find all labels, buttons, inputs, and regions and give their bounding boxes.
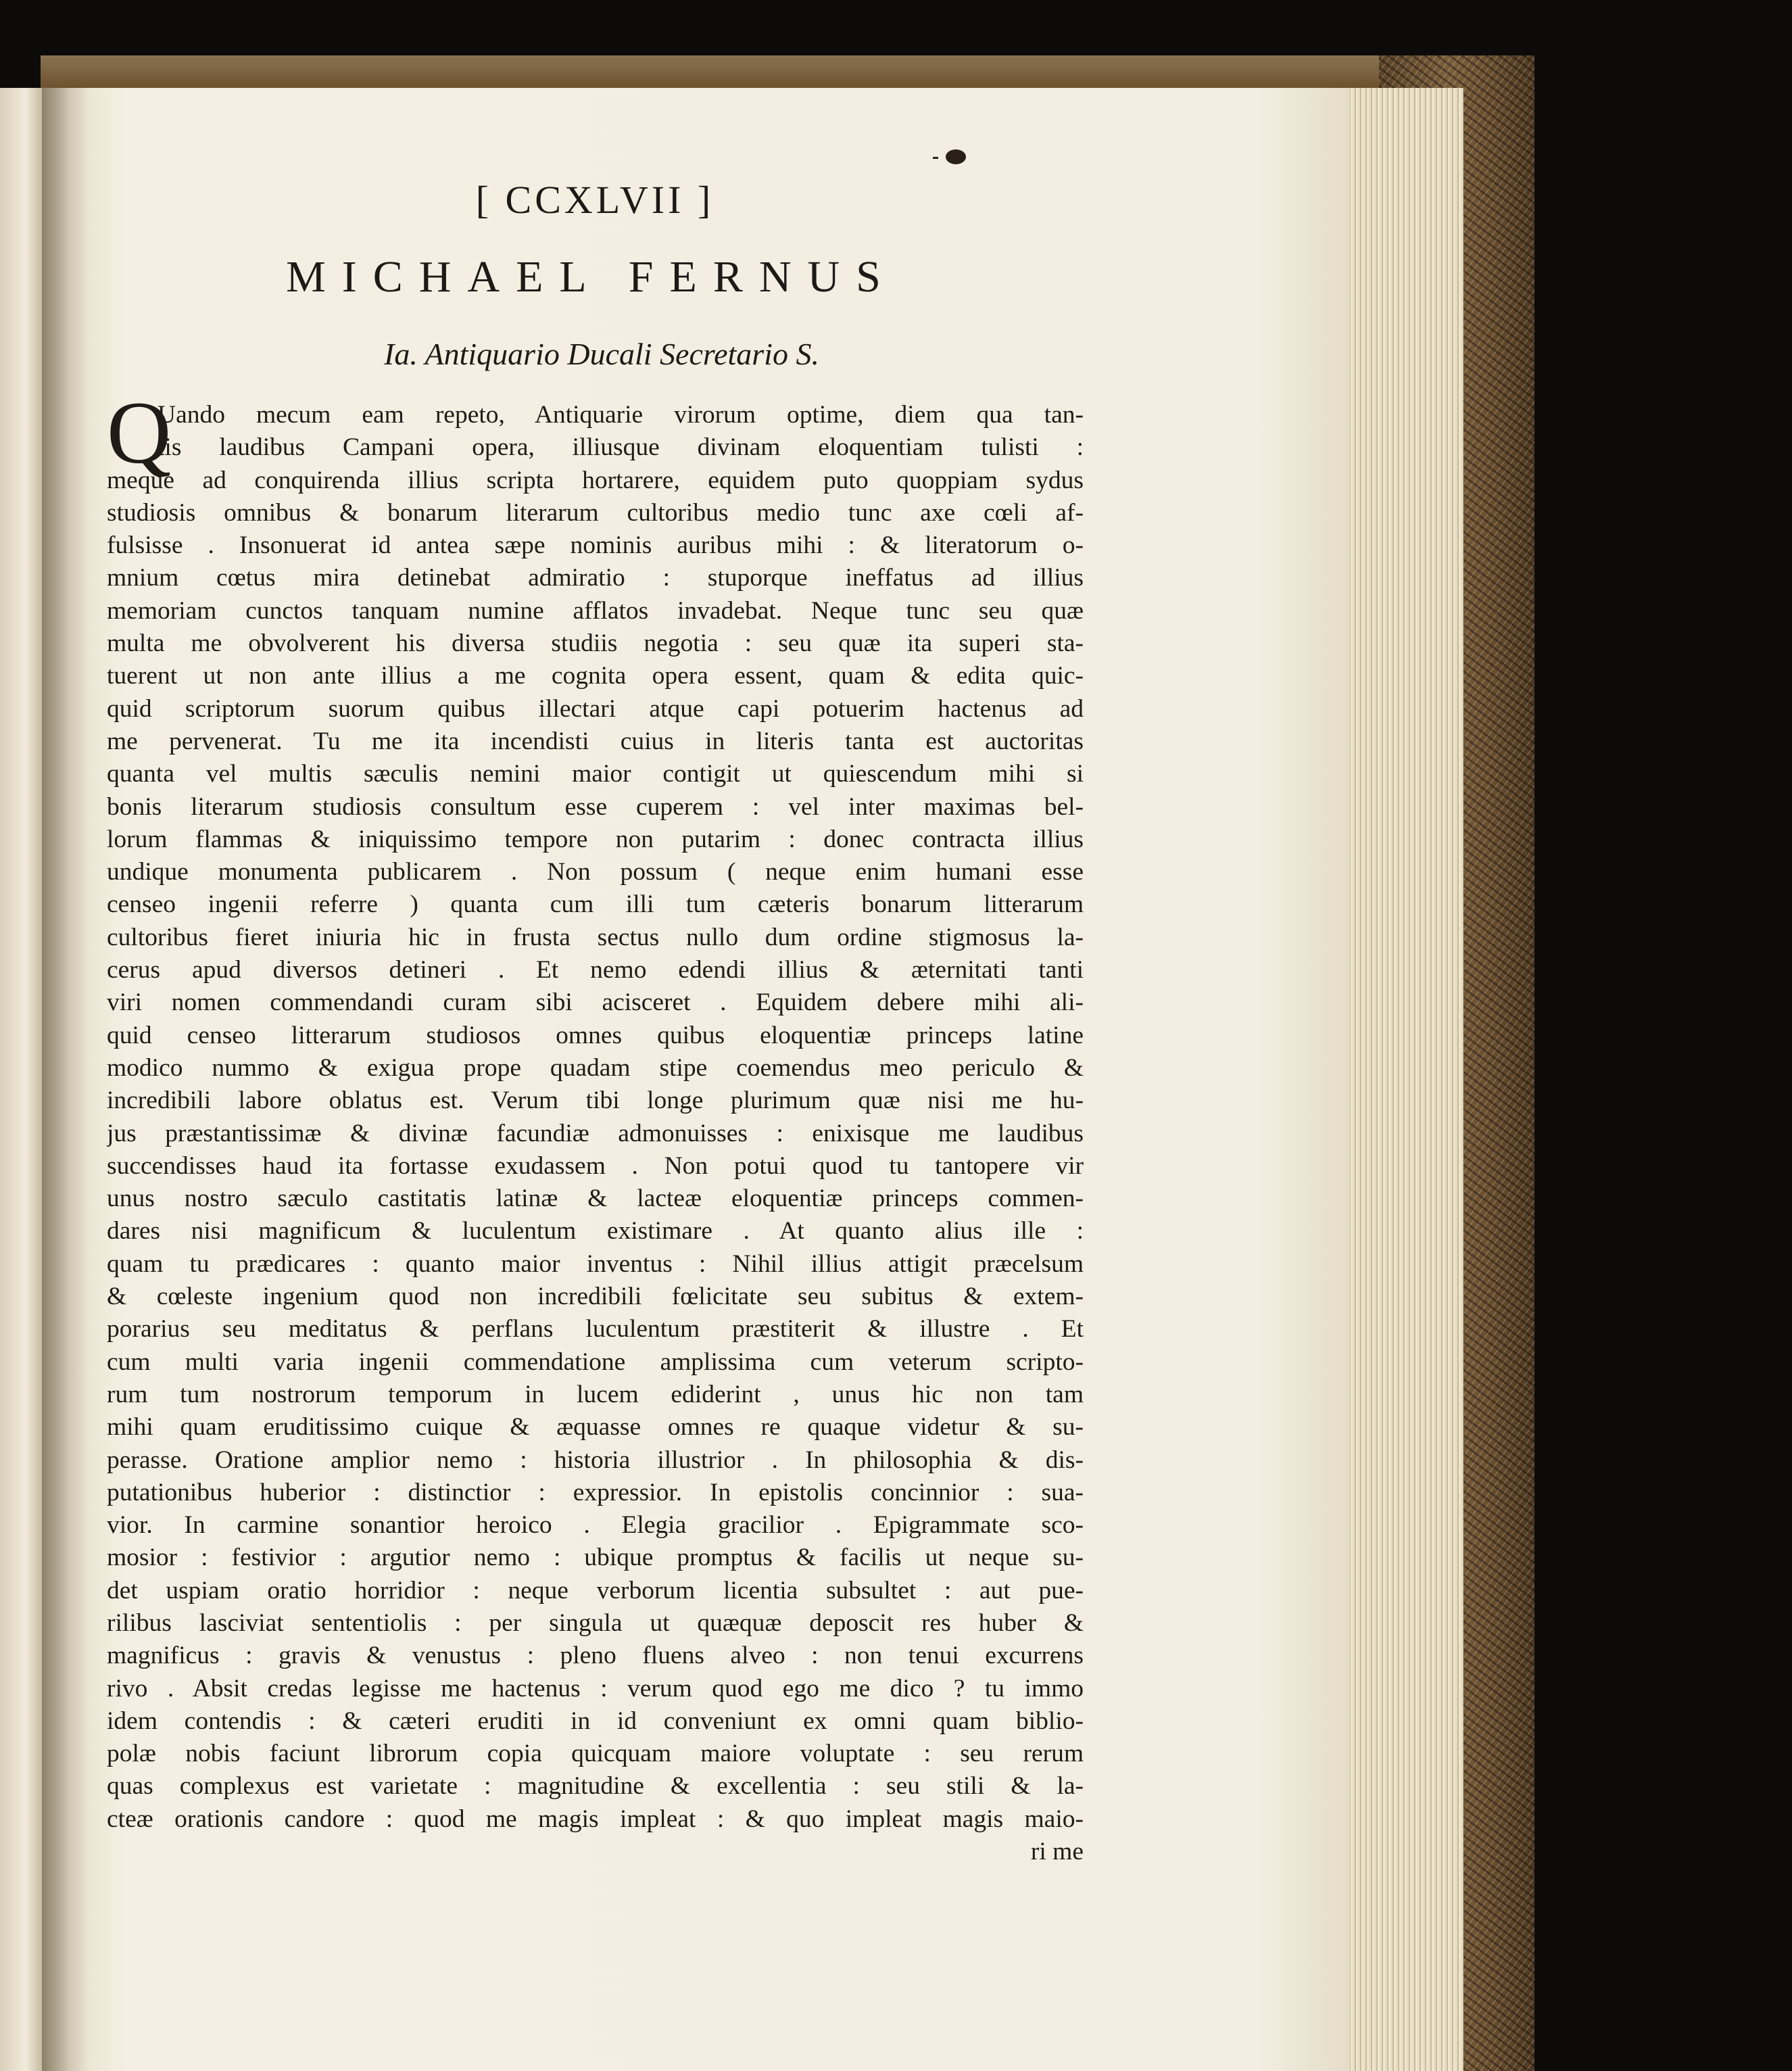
- text-line: undique monumenta publicarem . Non possum ( neque enim humani esse: [107, 858, 1084, 886]
- text-line: viri nomen commendandi curam sibi acisceret . Equidem debere mihi ali-: [107, 989, 1084, 1017]
- letter-addressee-line: Ia. Antiquario Ducali Secretario S.: [384, 337, 819, 371]
- text-line: porarius seu meditatus & perflans luculentum præstiterit & illustre . Et: [107, 1315, 1084, 1343]
- text-line: incredibili labore oblatus est. Verum tibi longe plurimum quæ nisi me hu-: [107, 1087, 1084, 1115]
- facing-page-edge: [0, 88, 42, 2071]
- text-line: perasse. Oratione amplior nemo : historia illustrior . In philosophia & dis-: [107, 1446, 1084, 1474]
- text-line: meque ad conquirenda illius scripta hortarere, equidem puto quoppiam sydus: [107, 466, 1084, 494]
- text-line: cultoribus fieret iniuria hic in frusta sectus nullo dum ordine stigmosus la-: [107, 923, 1084, 951]
- book-cover-top-edge: [41, 55, 1534, 88]
- text-line: censeo ingenii referre ) quanta cum illi tum cæteris bonarum litterarum: [107, 890, 1084, 919]
- text-line: quam tu prædicares : quanto maior inventus : Nihil illius attigit præcelsum: [107, 1249, 1084, 1278]
- text-line: idem contendis : & cæteri eruditi in id conveniunt ex omni quam biblio-: [107, 1707, 1084, 1735]
- text-line: modico nummo & exigua prope quadam stipe coemendus meo periculo &: [107, 1053, 1084, 1082]
- gutter-shadow: [42, 88, 89, 2071]
- text-line: magnificus : gravis & venustus : pleno fluens alveo : non tenui excurrens: [107, 1642, 1084, 1670]
- text-line: succendisses haud ita fortasse exudassem . Non potui quod tu tantopere vir: [107, 1151, 1084, 1180]
- text-line: quid censeo litterarum studiosos omnes quibus eloquentiæ princeps latine: [107, 1021, 1084, 1049]
- text-line: mnium cœtus mira detinebat admiratio : stuporque ineffatus ad illius: [107, 564, 1084, 592]
- text-line: unus nostro sæculo castitatis latinæ & lacteæ eloquentiæ princeps commen-: [107, 1185, 1084, 1213]
- text-line: rivo . Absit credas legisse me hactenus : verum quod ego me dico ? tu immo: [107, 1674, 1084, 1703]
- text-line: rilibus lasciviat sententiolis : per singula ut quæquæ deposcit res huber &: [107, 1609, 1084, 1637]
- text-line: bonis literarum studiosis consultum esse cuperem : vel inter maximas bel-: [107, 792, 1084, 821]
- page-number: [ CCXLVII ]: [475, 178, 715, 222]
- text-line: putationibus huberior : distinctior : expressior. In epistolis concinnior : sua-: [107, 1478, 1084, 1506]
- text-line: tis laudibus Campani opera, illiusque divinam eloquentiam tulisti :: [158, 433, 1084, 462]
- page-edges: [1342, 88, 1463, 2071]
- text-line: cerus apud diversos detineri . Et nemo edendi illius & æternitati tanti: [107, 956, 1084, 984]
- text-line: lorum flammas & iniquissimo tempore non putarim : donec contracta illius: [107, 825, 1084, 853]
- drop-cap: Q: [107, 383, 172, 482]
- text-line: & cœleste ingenium quod non incredibili fœlicitate seu subitus & extem-: [107, 1283, 1084, 1311]
- letter-author-heading: MICHAEL FERNUS: [286, 252, 897, 302]
- text-line: polæ nobis faciunt librorum copia quicquam maiore voluptate : seu rerum: [107, 1740, 1084, 1768]
- text-line: Uando mecum eam repeto, Antiquarie virorum optime, diem qua tan-: [158, 401, 1084, 429]
- text-line: multa me obvolverent his diversa studiis negotia : seu quæ ita superi sta-: [107, 629, 1084, 658]
- text-line: studiosis omnibus & bonarum literarum cultoribus medio tunc axe cœli af-: [107, 498, 1084, 527]
- text-line: quanta vel multis sæculis nemini maior contigit ut quiescendum mihi si: [107, 760, 1084, 788]
- text-line: rum tum nostrorum temporum in lucem ediderint , unus hic non tam: [107, 1380, 1084, 1408]
- text-line: dares nisi magnificum & luculentum existimare . At quanto alius ille :: [107, 1217, 1084, 1245]
- text-line: quid scriptorum suorum quibus illectari atque capi potuerim hactenus ad: [107, 694, 1084, 723]
- text-line: cteæ orationis candore : quod me magis impleat : & quo impleat magis maio-: [107, 1805, 1084, 1833]
- text-line: mosior : festivior : argutior nemo : ubique promptus & facilis ut neque su-: [107, 1544, 1084, 1572]
- text-line: tuerent ut non ante illius a me cognita opera essent, quam & edita quic-: [107, 662, 1084, 690]
- ink-speck: [933, 142, 973, 169]
- text-line: mihi quam eruditissimo cuique & æquasse omnes re quaque videtur & su-: [107, 1413, 1084, 1442]
- text-line: quas complexus est varietate : magnitudine & excellentia : seu stili & la-: [107, 1772, 1084, 1801]
- text-line: memoriam cunctos tanquam numine afflatos invadebat. Neque tunc seu quæ: [107, 596, 1084, 625]
- text-line: vior. In carmine sonantior heroico . Elegia gracilior . Epigrammate sco-: [107, 1511, 1084, 1540]
- text-line: fulsisse . Insonuerat id antea sæpe nominis auribus mihi : & literatorum o-: [107, 531, 1084, 560]
- text-line: cum multi varia ingenii commendatione amplissima cum veterum scripto-: [107, 1348, 1084, 1376]
- text-line: jus præstantissimæ & divinæ facundiæ admonuisses : enixisque me laudibus: [107, 1119, 1084, 1147]
- text-line: det uspiam oratio horridior : neque verborum licentia subsultet : aut pue-: [107, 1576, 1084, 1604]
- letter-body: [107, 399, 1084, 1868]
- catchword: ri me: [1030, 1838, 1084, 1866]
- text-line: me pervenerat. Tu me ita incendisti cuius in literis tanta est auctoritas: [107, 727, 1084, 755]
